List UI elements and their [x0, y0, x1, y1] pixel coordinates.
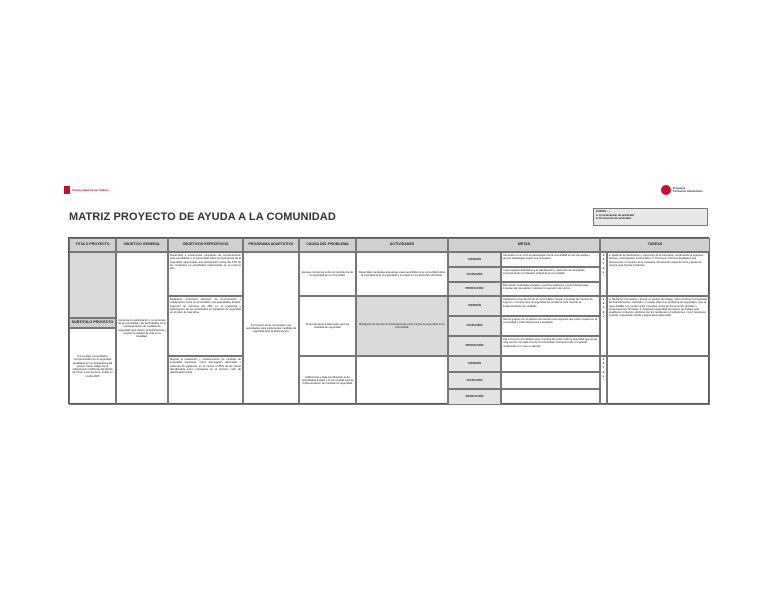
actividad-3 [356, 356, 448, 405]
meta-2-ocupacion: Reunir grupos con el objetivo de buscar a los negocios que estén propios en la comunidad y estén dispuestos a ayudarla. [501, 316, 600, 336]
logo-right-text-2: Formación Humanística [673, 190, 703, 193]
university-logo [64, 186, 109, 194]
objetivo-especifico-1: Desarrollar e implementar campañas de concientización para sensibilizar a la comunidad sobre la importancia de la seguridad, alcanzando una participación activa del 70% de los residentes en actividades relacionadas en el próximo año. [168, 252, 243, 296]
meta-label-ocupacion: OCUPACIÓN [448, 267, 501, 282]
header-titulo-proyecto: TITULO PROYECTO [69, 238, 116, 252]
tarea-1: a. Elaborar la planificación y ejecución de la campaña, coordinando la logística, fechas y participantes involucrados. b. Promover informes detallados que documenten el impacto de la campaña, destacando áreas de éxito y áreas de mejora para futuras iniciativas. [607, 252, 710, 296]
course-info-box [593, 208, 708, 226]
causa-problema-1: Escasa conciencia sobre la importancia de la seguridad en la comunidad. [299, 252, 356, 296]
actividad-2: Búsqueda de fuentes de financiamiento para mejorar la seguridad en la comunidad. [356, 296, 448, 356]
objetivo-general-cell: Aumentar la participación y compromiso de la comunidad y las autoridades en la implementación de medidas de seguridad para reducir la delincuencia y mejorar la calidad de vida en la localidad. [116, 252, 168, 405]
meta-label-atencion: ATENCIÓN [448, 252, 501, 267]
page-title: MATRIZ PROYECTO DE AYUDA A LA COMUNIDAD [69, 211, 336, 223]
meta-2-produccion: Dar a conocer el problema que empresa dio sobre todo la seguridad que tenga más control con cada una de la comunidad mostrando todo el material multimedia en lo que es del día. [501, 336, 600, 356]
tarea-2: a. Redactar propuestas y formar un equipo de trabajo, para coordinar la búsqueda de financiamiento, enfocado en cuanto vital en el problema de seguridad y que se haya detallar con puede incluir muestras, actos de documentos oficiales y presentaciones formales. b. Asignar la seguridad del equipo de trabajo para establecer contactos efectivos con los residentes e instituciones, como reuniones vecinas, respuestas rápida y seguimiento adecuado. [607, 296, 710, 356]
course-info-line-1: CURSO : ... [596, 209, 611, 213]
objetivo-especifico-2: Establecer protocolos efectivos de comunicación y colaboración entre la comunidad y las autoridades locales, logrando un aumento del 25% en la respuesta y participación de las autoridades en iniciativas de seguridad en el plazo de seis años. [168, 296, 243, 356]
meta-label-atencion: ATENCIÓN [448, 296, 501, 316]
meta-1-atencion: Aumentar en un xx% la participación de la comunidad en las campañas y apoyar estrategias según sea necesario. [501, 252, 600, 267]
meta-3-ocupacion [501, 372, 600, 389]
tareas-letters-1: a b c d e [600, 252, 607, 296]
header-tareas: TAREAS [600, 238, 710, 252]
programa-adaptativo-cell: Incremento de la comunidad y las autoridades para implementar medidas de seguridad ante la delincuencia. [243, 252, 299, 405]
header-actividades: ACTIVIDADES [356, 238, 448, 252]
header-causa-problema: CAUSA DEL PROBLEMA [299, 238, 356, 252]
header-programa-adaptativo: PROGRAMA ADAPTATIVO [243, 238, 299, 252]
meta-label-atencion: ATENCIÓN [448, 356, 501, 372]
header-metas: METAS [448, 238, 600, 252]
meta-3-produccion [501, 389, 600, 405]
tareas-letters-3: a b c d e [600, 356, 607, 405]
program-logo-icon [661, 185, 671, 195]
logo-mark-icon [64, 186, 70, 194]
header-objetivos-especificos: OBJETIVOS ESPECÍFICOS [168, 238, 243, 252]
course-info-line-3: b. Promoción de actividad [596, 216, 631, 221]
program-logo [661, 185, 702, 195]
meta-label-produccion: PRODUCCIÓN [448, 282, 501, 296]
meta-label-produccion: PRODUCCIÓN [448, 336, 501, 356]
objetivo-especifico-3: Mejorar la evaluación y mantenimiento de medidas de seguridad concretas, como iluminación adecuada y sistemas de vigilancia, en al menos el 80% de las zonas identificadas como prioritarias en el próximo ciclo de planificación anual. [168, 356, 243, 405]
meta-1-ocupacion: Crear equipos dedicados a la planificación y ejecución de campañas, incrementando el indicador actitud de la comunidad. [501, 267, 600, 282]
project-matrix-table [68, 237, 709, 404]
tarea-3 [607, 356, 710, 405]
header-objetivo-general: OBJETIVO GENERAL [116, 238, 168, 252]
tareas-letters-2: a b c d e [600, 296, 607, 356]
meta-1-produccion: Reproducir materiales visuales y escritos atractivos y comunitarios para impulsar las campañas y sostener la atención del vecino. [501, 282, 600, 296]
meta-3-atencion [501, 356, 600, 372]
logo-left-text: Universidad César Vallejo [72, 188, 109, 192]
logo-right-text-1: Programa [673, 187, 686, 190]
titulo-proyecto-cell [69, 252, 116, 318]
causa-problema-3: Indiferencia y baja coordinación entre autoridades locales y la comunidad para la implementación de medidas de seguridad. [299, 356, 356, 405]
meta-2-atencion: Certificar la importancia de la comunidad en lograr incentivar las fuentes de ingreso y comprometer la seguridad del problema para mejorar la implementación de medidas. [501, 296, 600, 316]
meta-label-ocupacion: OCUPACIÓN [448, 316, 501, 336]
course-info-line-2: a. Coordinación de actividad [596, 212, 635, 217]
actividad-1: Desarrollar campañas educativas para sensibilizar a la comunidad sobre la importancia de la seguridad y su papel en la prevención del delito. [356, 252, 448, 296]
subtitulo-label: SUBTITULO PROYECTO [69, 318, 116, 328]
meta-label-produccion: PRODUCCIÓN [448, 389, 501, 405]
meta-label-ocupacion: OCUPACIÓN [448, 372, 501, 389]
causa-problema-2: Financiamiento inadecuado para las medidas de seguridad. [299, 296, 356, 356]
subtitulo-text: Comunidad y Autoridades comprometida con la seguridad ciudadana en los alrededores del parque César Vallejo de la urbanización California del distrito de Víctor Larco Herrera, trujillo en el año 2025 [69, 328, 116, 405]
